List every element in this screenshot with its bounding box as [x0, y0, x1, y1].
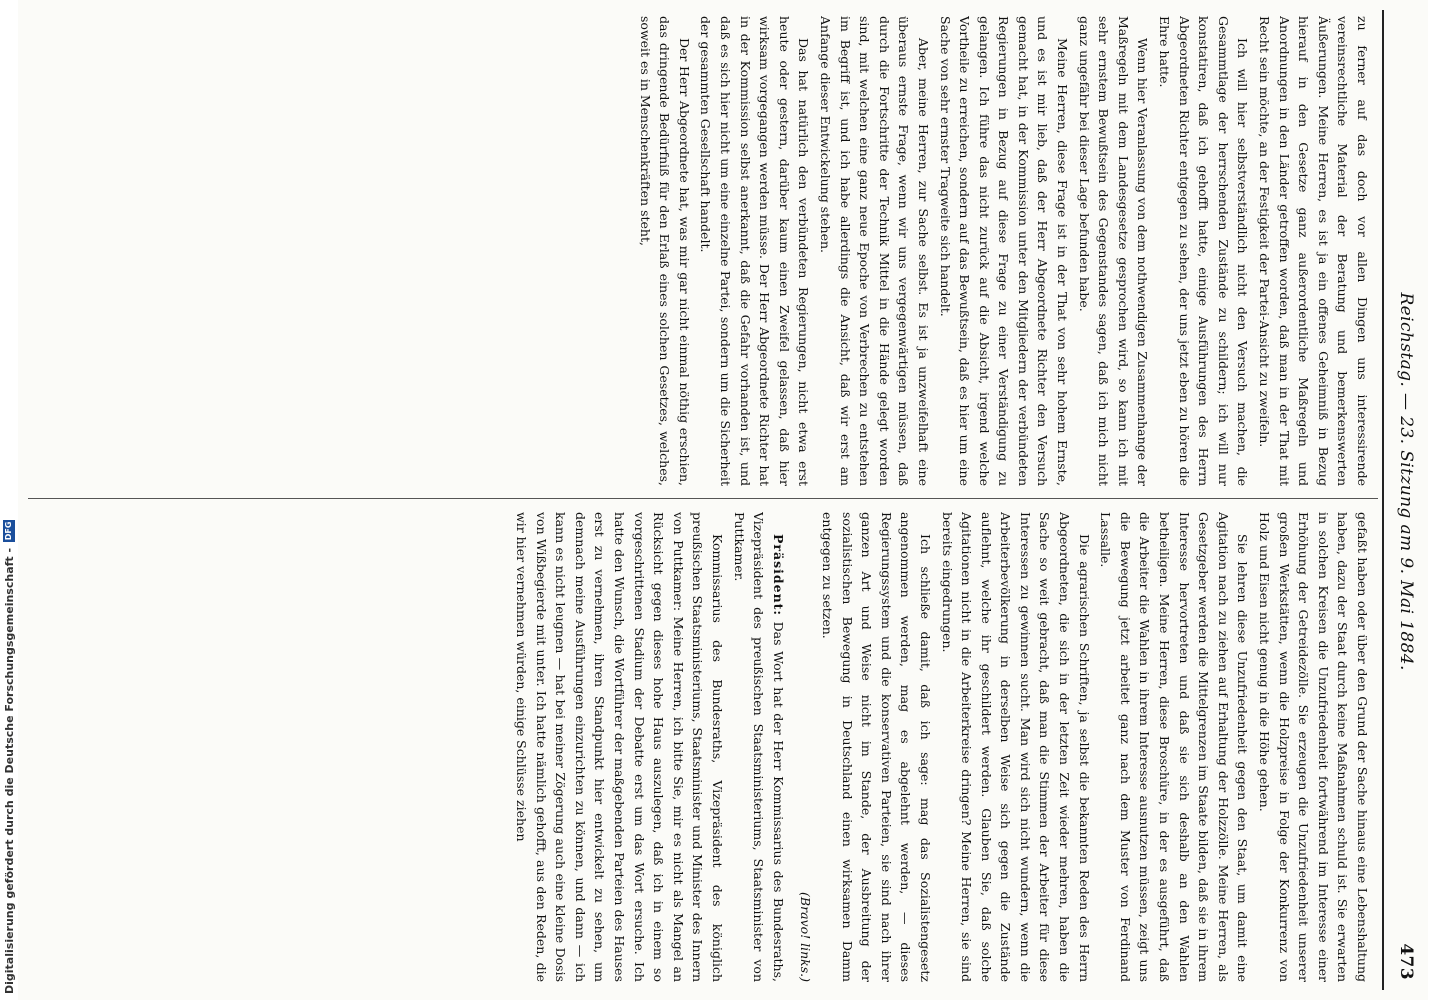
running-header — [1388, 20, 1424, 980]
column-divider — [28, 498, 1378, 499]
paragraph — [937, 512, 1094, 982]
paragraph — [696, 16, 814, 486]
paragraph — [935, 16, 1072, 486]
left-column — [28, 16, 1372, 486]
dfg-logo: DFG — [4, 521, 13, 541]
paragraph — [635, 16, 694, 486]
paragraph — [511, 512, 727, 982]
speaker-name: Präsident: — [770, 534, 786, 617]
paragraph-text: Das hat natürlich den verbündeten Regierungen, nicht etwa erst heute oder gestern, darüber kaum einen Zweifel gelassen, daß hier wirksam vorgegangen werden müsse. Der Herr Abgeordnete Richter hat in der Kommission selbst anerkannt, daß die Gefahr vorhanden ist, und daß es sich hier nicht um eine einzelne Partei, sondern um die Sicherheit der gesammten Gesellschaft handelt. — [698, 16, 812, 486]
paragraph-text: Ich will hier selbstverständlich nicht den Versuch machen, die Gesammtlage der herrschenden Zustände zu schildern; ich will nur konstatiren, daß ich gehofft hatte, einige Ausführungen des Herrn Abgeordneten Richter entgegen zu sehen, der uns jetzt eben zu hören die Ehre hatte. — [1157, 16, 1251, 486]
paragraph — [1154, 16, 1252, 486]
header-title: Reichstag. — 23. Sitzung am 9. Mai 1884. — [1396, 292, 1416, 671]
paragraph-text: zu ferner auf das doch vor allen Dingen uns interessirende vereinsrechtliche Material der Beratung und bemerkenswerten Äußerungen. Meine Herren, es ist ja ein offenes Geheimniß in Bezug hierauf in den Gesetze ganz außerordentliche Maßregeln und Anordnungen in den Länder getroffen worden, daß man in der That mit Recht sein möchte, an der Festigkeit der Partei-Ansicht zu zweifeln. — [1257, 16, 1370, 486]
paragraph-text: Das Wort hat der Herr Kommissarius des Bundesraths, Vizepräsident des preußischen Staatsministeriums, Staatsminister von Puttkamer. — [731, 512, 786, 982]
paragraph-text: Ich schließe damit, daß ich sage: mag das Sozialistengesetz angenommen werden, mag es abgelehnt werden, — dieses Regierungssystem und die konservativen Parteien, sie sind nach ihrer ganzen Art und Weise nicht im Stande, der Ausbreitung der sozialistischen Bewegung in Deutschland einen wirksamen Damm entgegen zu setzen. — [819, 512, 933, 982]
paragraph-text: Die agrarischen Schriften, ja selbst die bekannten Reden des Herrn Abgeordneten, die sich in der letzten Zeit wieder mehren, haben die Sache so weit gebracht, daß man die Stimmen der Arbeiter für diese Interessen zu gewinnen sucht. Man wird sich nicht wundern, wenn die Arbeiterbevölkerung in derselben Weise sich gegen die Zustände auflehnt, welche ihr geschildert werden. Glauben Sie, daß solche Agitationen nicht in die Arbeiterkreise dringen? Meine Herren, sie sind bereits eingedrungen. — [939, 512, 1092, 982]
paragraph-text: Der Herr Abgeordnete hat, was mir gar nicht einmal nöthig erschien, das dringende Bedürfniß für den Erlaß eines solchen Gesetzes, welches, soweit es in Menschenkräften steht, — [637, 16, 692, 486]
paragraph — [729, 512, 788, 982]
paragraph-text: (Bravo! links.) — [798, 892, 814, 982]
page-content — [18, 0, 1428, 1000]
paragraph-text: gefaßt haben oder über den Grund der Sache hinaus eine Lebenshaltung haben, dazu der Staat durch keine Maßnahmen schuld ist. Sie erwarten in solchen Kreisen die Unzufriedenheit fortwährend im Interesse einer Erhöhung der Getreidezölle. Sie erzeugen die Unzufriedenheit unserer großen Werkstätten, wenn die Holzpreise in Folge der Konkurrenz von Holz und Eisen nicht genug in die Höhe gehen. — [1257, 512, 1370, 982]
paragraph-text: Aber, meine Herren, zur Sache selbst. Es ist ja unzweifelhaft eine überaus ernste Frage, wenn wir uns vergegenwärtigen müssen, daß durch die Fortschritte der Technik Mittel in die Hände gelegt worden sind, mit welchen eine ganz neue Epoche von Verbrechen zu entstehen im Begriff ist, und ich habe allerdings die Ansicht, daß wir erst am Anfange dieser Entwickelung stehen. — [817, 16, 931, 486]
paragraph-text: Meine Herren, diese Frage ist in der That von sehr hohem Ernste, und es ist mir lieb, daß der Herr Abgeordnete Richter den Versuch gemacht hat, in der Kommission unter den Mitgliedern der verbündeten Regierungen in Bezug auf diese Frage zu einer Verständigung zu gelangen. Ich führe das nicht zurück auf die Absicht, irgend welche Vortheile zu erreichen, sondern auf das Bewußtsein, daß es hier um eine Sache von sehr ernster Tragweite sich handelt. — [937, 16, 1071, 486]
page-number: 473 — [1396, 943, 1416, 980]
paragraph-text: Kommissarius des Bundesraths, Vizepräsident des königlich preußischen Staatsministeriums, Staatsminister und Minister des Innern von Puttkamer: Meine Herren, ich bitte Sie, mir es nicht als Mangel an Rücksicht gegen dieses hohe Haus auszulegen, daß ich in einem so vorgeschrittenen Stadium der Debatte erst um das Wort ersuche. Ich hatte den Wunsch, die Wortführer der maßgebenden Parteien des Hauses erst zu vernehmen, ihren Standpunkt hier entwickelt zu sehen, um demnach meine Ausführungen einzurichten zu können, und dann — ich kann es nicht leugnen — hat bei meiner Zögerung auch eine kleine Dosis von Wißbegierde mit unter. Ich hatte nämlich gehofft, aus den Reden, die wir hier vernehmen würden, einige Schlüsse ziehen — [514, 512, 725, 982]
paragraph — [1096, 512, 1253, 982]
paragraph — [815, 16, 933, 486]
digitization-credit — [0, 0, 18, 1000]
scanned-page — [18, 0, 1428, 1000]
paragraph — [1254, 512, 1372, 982]
paragraph-text: Sie lehren diese Unzufriedenheit gegen den Staat, um damit eine Agitation nach zu ziehen auf Erhaltung der Holzzölle. Meine Herren, als Gesetzgeber werden die Mittelgrenzen im Staate bilden, daß sie in ihrem Interesse hervortreten und daß sie sich deshalb an den Wahlen betheiligen. Meine Herren, diese Broschüre, in der es ausgeführt, daß die Arbeiter die Wahlen in ihrem Interesse ausnutzen müssen, zeigt uns die Bewegung jetzt arbeitet ganz nach dem Muster von Ferdinand Lassalle. — [1098, 512, 1251, 982]
right-column — [28, 512, 1372, 982]
header-rule — [1382, 10, 1384, 990]
paragraph-text: Wenn hier Veranlassung von dem nothwendigen Zusammenhange der Maßregeln mit dem Landesgesetze gesprochen wird, so kann ich mit sehr ernstem Bewußtsein des Gegenstandes sagen, daß ich mich nicht ganz ungefähr bei dieser Lage befunden habe. — [1076, 16, 1151, 486]
interjection — [796, 512, 816, 982]
paragraph — [1074, 16, 1152, 486]
digitization-credit-text: Digitalisierung gefördert durch die Deutsche Forschungsgemeinschaft - — [2, 547, 16, 994]
paragraph — [1254, 16, 1372, 486]
paragraph — [817, 512, 935, 982]
